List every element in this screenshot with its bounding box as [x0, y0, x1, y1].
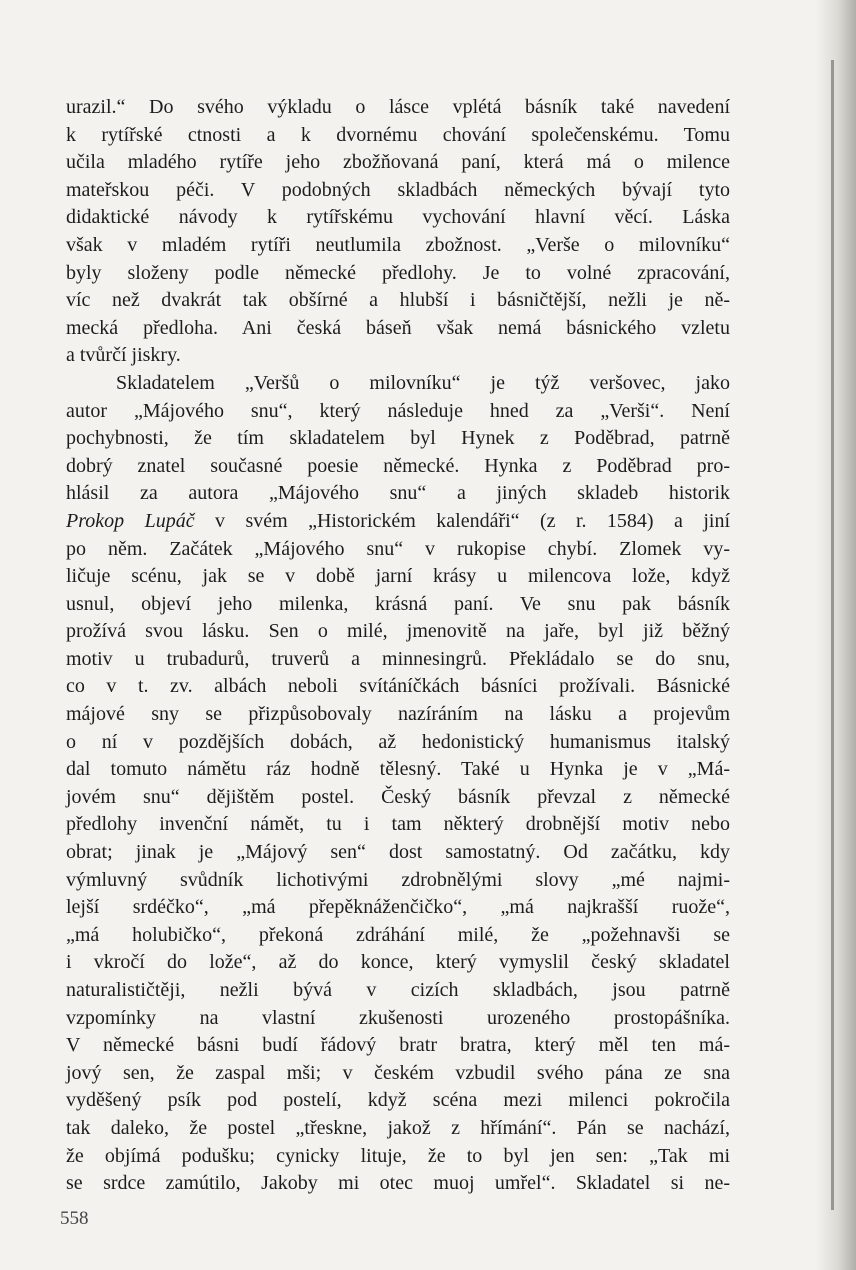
text-line: májové sny se přizpůsobovaly nazíráním na lásku a projevům — [66, 703, 730, 726]
text-line: obrat; jinak je „Májový sen“ dost samostatný. Od začátku, kdy — [66, 841, 730, 864]
text-line: co v t. zv. albách neboli svítáníčkách básníci prožívali. Básnické — [66, 675, 730, 698]
text-line: vyděšený psík pod postelí, když scéna mezi milenci pokročila — [66, 1089, 730, 1112]
text-line: hlásil za autora „Májového snu“ a jiných skladeb historik — [66, 482, 730, 505]
text-line: i vkročí do lože“, až do konce, který vymyslil český skladatel — [66, 951, 730, 974]
text-line: usnul, objeví jeho milenka, krásná paní. Ve snu pak básník — [66, 592, 730, 615]
text-line: mecká předloha. Ani česká báseň však nemá básnického vzletu — [66, 316, 730, 339]
text-line: motiv u trubadurů, truverů a minnesingrů. Překládalo se do snu, — [66, 647, 730, 670]
text-line: naturalističtěji, nežli bývá v cizích skladbách, jsou patrně — [66, 979, 730, 1001]
text-line-italic-name — [66, 508, 730, 536]
text-line: urazil.“ Do svého výkladu o lásce vplétá básník také navedení — [66, 96, 730, 118]
body-text — [66, 94, 730, 1198]
text-line: tak daleko, že postel „třeskne, jakož z hřímání“. Pán se nachází, — [66, 1116, 730, 1139]
text-line: byly složeny podle německé předlohy. Je to volné zpracování, — [66, 261, 730, 284]
text-line: výmluvný svůdník lichotivými zdrobnělými slovy „mé najmi- — [66, 868, 730, 891]
text-line: víc než dvakrát tak obšírné a hlubší i básničtější, nežli je ně- — [66, 289, 730, 312]
text-line: jový sen, že zaspal mši; v českém vzbudil svého pána ze sna — [66, 1061, 730, 1084]
text-line: vzpomínky na vlastní zkušenosti urozeného prostopášníka. — [66, 1006, 730, 1029]
text-line: však v mladém rytíři neutlumila zbožnost. „Verše o milovníku“ — [66, 233, 730, 256]
text-line: „má holubičko“, překoná zdráhání milé, že „požehnavši se — [66, 923, 730, 946]
text-line: didaktické návody k rytířskému vychování hlavní věcí. Láska — [66, 206, 730, 229]
text-line: učila mladého rytíře jeho zbožňovaná paní, která má o milence — [66, 151, 730, 174]
text-line: po něm. Začátek „Májového snu“ v rukopise chybí. Zlomek vy- — [66, 537, 730, 560]
text-line-rest: v svém „Historickém kalendáři“ (z r. 1584) a jiní — [194, 509, 731, 532]
text-line: předlohy invenční námět, tu i tam některý drobnější motiv nebo — [66, 813, 730, 836]
text-line: ličuje scénu, jak se v době jarní krásy u milencova lože, když — [66, 565, 730, 588]
text-line: prožívá svou lásku. Sen o milé, jmenovitě na jaře, byl již běžný — [66, 620, 730, 643]
text-line: a tvůrčí jiskry. — [66, 344, 181, 367]
text-line: autor „Májového snu“, který následuje hned za „Verši“. Není — [66, 399, 730, 422]
text-line: že objímá podušku; cynicky lituje, že to byl jen sen: „Tak mi — [66, 1144, 730, 1167]
page-number: 558 — [60, 1208, 89, 1229]
text-line: pochybnosti, že tím skladatelem byl Hynek z Poděbrad, patrně — [66, 427, 730, 450]
page-edge-line — [831, 60, 834, 1210]
text-line: jovém snu“ dějištěm postel. Český básník převzal z německé — [66, 785, 730, 808]
text-line: o ní v pozdějších dobách, až hedonistický humanismus italský — [66, 730, 730, 753]
italic-author-name: Prokop Lupáč — [66, 509, 195, 532]
text-line: dobrý znatel současné poesie německé. Hynka z Poděbrad pro- — [66, 454, 730, 477]
text-line: Skladatelem „Veršů o milovníku“ je týž veršovec, jako — [116, 371, 730, 394]
text-line: k rytířské ctnosti a k dvornému chování společenskému. Tomu — [66, 123, 730, 146]
text-line: mateřskou péči. V podobných skladbách německých bývají tyto — [66, 178, 730, 201]
text-line: lejší srdéčko“, „má přepěknáženčičko“, „má najkrašší ruože“, — [66, 896, 730, 919]
page-edge-shadow — [816, 0, 856, 1270]
text-line: dal tomuto námětu ráz hodně tělesný. Také u Hynka je v „Má- — [66, 758, 730, 781]
text-line: se srdce zamútilo, Jakoby mi otec muoj umřel“. Skladatel si ne- — [66, 1172, 730, 1195]
text-line: V německé básni budí řádový bratr bratra, který měl ten má- — [66, 1034, 730, 1057]
